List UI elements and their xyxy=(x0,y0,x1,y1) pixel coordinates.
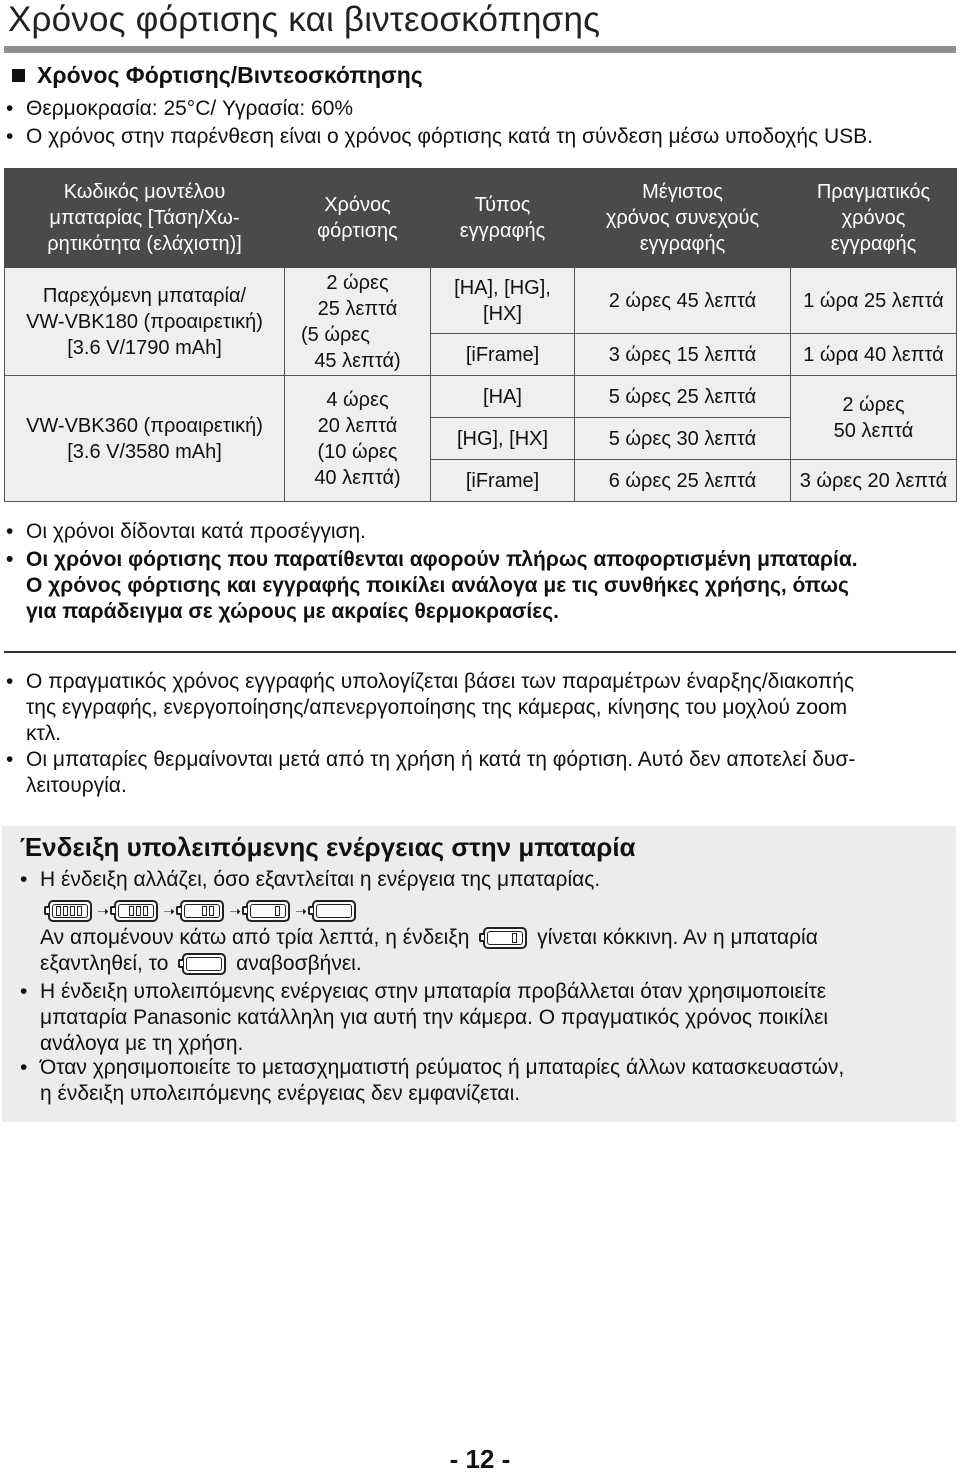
section-heading xyxy=(8,62,423,88)
arrow-right-icon: ➝ xyxy=(229,902,241,919)
battery-bullet-3: • Όταν χρησιμοποιείτε το μετασχηματιστή ρεύματος ή μπαταρίες άλλων κατασκευαστών, η ένδειξη υπολειπόμενης ενέργειας δεν εμφανίζεται. xyxy=(20,1056,845,1105)
bullet-icon: • xyxy=(6,520,14,543)
recording-type-cell: [HG], [HX] xyxy=(431,418,575,460)
max-time-cell: 3 ώρες 15 λεπτά xyxy=(575,334,791,376)
arrow-right-icon: ➝ xyxy=(163,902,175,919)
header-charging-time: Χρόνος φόρτισης xyxy=(285,169,431,268)
bullet-icon: • xyxy=(20,868,28,891)
max-time-cell: 2 ώρες 45 λεπτά xyxy=(575,268,791,334)
condition-text: Ο χρόνος στην παρένθεση είναι ο χρόνος φόρτισης κατά τη σύνδεση μέσω υποδοχής USB. xyxy=(26,125,873,148)
battery-low-line-2: εξαντληθεί, το αναβοσβήνει. xyxy=(40,952,362,975)
note-bold: • Οι χρόνοι φόρτισης που παρατίθενται αφορούν πλήρως αποφορτισμένη μπαταρία. Ο χρόνος φόρτισης και εγγραφής ποικίλει ανάλογα με τις συνθήκες χρήσης, όπως για παράδειγμα σε χώρους με ακραίες θερμοκρασίες. xyxy=(6,548,858,623)
table-header-row xyxy=(5,169,957,268)
condition-temperature xyxy=(6,96,354,122)
table-row xyxy=(5,268,957,334)
bullet-icon: • xyxy=(6,748,14,771)
battery-low-line-1: Αν απομένουν κάτω από τρία λεπτά, η ένδειξη γίνεται κόκκινη. Αν η μπαταρία xyxy=(40,926,818,949)
title-rule xyxy=(4,46,956,53)
bullet-icon: • xyxy=(6,670,14,693)
battery-model-cell: VW-VBK360 (προαιρετική) [3.6 V/3580 mAh] xyxy=(5,376,285,502)
charging-time-cell: 2 ώρες 25 λεπτά (5 ώρες 45 λεπτά) xyxy=(285,268,431,376)
recording-type-cell: [iFrame] xyxy=(431,334,575,376)
recording-type-cell: [HA] xyxy=(431,376,575,418)
divider xyxy=(4,651,956,653)
header-recording-type: Τύπος εγγραφής xyxy=(431,169,575,268)
actual-time-cell: 2 ώρες 50 λεπτά xyxy=(791,376,957,460)
actual-time-cell: 1 ώρα 40 λεπτά xyxy=(791,334,957,376)
arrow-right-icon: ➝ xyxy=(97,902,109,919)
battery-2-bars-icon xyxy=(180,900,224,922)
battery-bullet-2: • Η ένδειξη υπολειπόμενης ενέργειας στην μπαταρία προβάλλεται όταν χρησιμοποιείτε μπαταρία Panasonic κατάλληλη για αυτή την κάμερα. Ο πραγματικός χρόνος ποικίλει ανάλογα με τη χρήση. xyxy=(20,980,829,1055)
charging-recording-table xyxy=(4,168,957,502)
note-actual-time: • Ο πραγματικός χρόνος εγγραφής υπολογίζεται βάσει των παραμέτρων έναρξης/διακοπής της εγγραφής, ενεργοποίησης/απενεργοποίησης της κάμερας, κίνησης του μοχλού zoom κτλ. xyxy=(6,670,855,745)
battery-empty-icon xyxy=(312,900,356,922)
battery-1-bar-icon xyxy=(483,927,527,949)
recording-type-cell: [iFrame] xyxy=(431,460,575,502)
battery-4-bars-icon xyxy=(48,900,92,922)
bullet-icon: • xyxy=(6,125,14,148)
section-heading-text: Χρόνος Φόρτισης/Βιντεοσκόπησης xyxy=(37,62,423,88)
battery-bullet-1: • Η ένδειξη αλλάζει, όσο εξαντλείται η ενέργεια της μπαταρίας. xyxy=(20,868,601,891)
condition-usb xyxy=(6,124,873,150)
header-battery-model: Κωδικός μοντέλου μπαταρίας [Τάση/Χω- ρητικότητα (ελάχιστη)] xyxy=(5,169,285,268)
bullet-icon: • xyxy=(20,1056,28,1079)
bullet-icon: • xyxy=(6,548,14,571)
recording-type-cell: [HA], [HG], [HX] xyxy=(431,268,575,334)
max-time-cell: 5 ώρες 25 λεπτά xyxy=(575,376,791,418)
actual-time-cell: 1 ώρα 25 λεπτά xyxy=(791,268,957,334)
note-approx: • Οι χρόνοι δίδονται κατά προσέγγιση. xyxy=(6,520,366,543)
max-time-cell: 5 ώρες 30 λεπτά xyxy=(575,418,791,460)
header-actual-time: Πραγματικός χρόνος εγγραφής xyxy=(791,169,957,268)
bullet-icon: • xyxy=(6,97,14,120)
battery-1-bar-icon xyxy=(246,900,290,922)
square-bullet-icon xyxy=(12,69,25,82)
table-row xyxy=(5,376,957,418)
battery-model-cell: Παρεχόμενη μπαταρία/ VW-VBK180 (προαιρετική) [3.6 V/1790 mAh] xyxy=(5,268,285,376)
battery-empty-icon xyxy=(182,953,226,975)
page-number: - 12 - xyxy=(449,1444,511,1474)
actual-time-cell: 3 ώρες 20 λεπτά xyxy=(791,460,957,502)
battery-section-heading: Ένδειξη υπολειπόμενης ενέργειας στην μπαταρία xyxy=(20,832,636,862)
condition-text: Θερμοκρασία: 25°C/ Υγρασία: 60% xyxy=(26,97,354,120)
header-max-continuous-time: Μέγιστος χρόνος συνεχούς εγγραφής xyxy=(575,169,791,268)
note-heat: • Οι μπαταρίες θερμαίνονται μετά από τη χρήση ή κατά τη φόρτιση. Αυτό δεν αποτελεί δυσ- λειτουργία. xyxy=(6,748,856,797)
max-time-cell: 6 ώρες 25 λεπτά xyxy=(575,460,791,502)
page-title: Χρόνος φόρτισης και βιντεοσκόπησης xyxy=(8,0,601,39)
battery-icon-sequence xyxy=(48,900,356,924)
arrow-right-icon: ➝ xyxy=(295,902,307,919)
battery-3-bars-icon xyxy=(114,900,158,922)
bullet-icon: • xyxy=(20,980,28,1003)
charging-time-cell: 4 ώρες 20 λεπτά (10 ώρες 40 λεπτά) xyxy=(285,376,431,502)
